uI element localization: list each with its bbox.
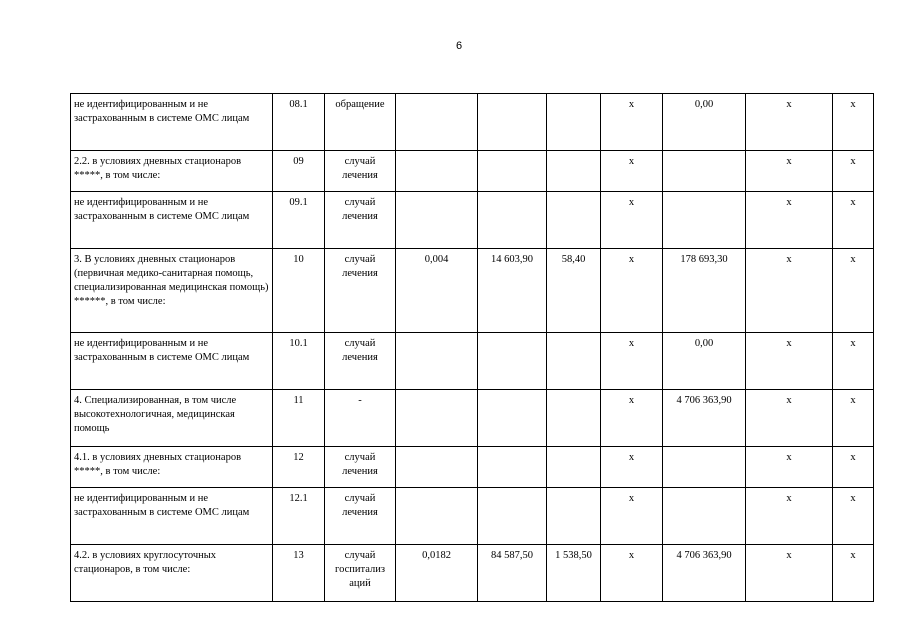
value-cell: х [601, 488, 663, 545]
value-cell: х [833, 488, 874, 545]
value-cell [663, 151, 746, 192]
value-cell: 4 706 363,90 [663, 545, 746, 602]
value-cell [396, 390, 478, 447]
value-cell: х [601, 333, 663, 390]
unit-cell: - [325, 390, 396, 447]
value-cell [663, 488, 746, 545]
value-cell [478, 390, 547, 447]
table-row [71, 545, 874, 602]
value-cell: х [833, 192, 874, 249]
unit-cell: случай лечения [325, 249, 396, 333]
value-cell: 4 706 363,90 [663, 390, 746, 447]
table-row [71, 333, 874, 390]
unit-cell: случай госпитализ аций [325, 545, 396, 602]
unit-cell: случай лечения [325, 151, 396, 192]
value-cell [478, 151, 547, 192]
value-cell: 0,00 [663, 94, 746, 151]
value-cell: 178 693,30 [663, 249, 746, 333]
value-cell: 58,40 [547, 249, 601, 333]
row-code-cell: 10.1 [273, 333, 325, 390]
value-cell [547, 333, 601, 390]
value-cell: 0,00 [663, 333, 746, 390]
unit-cell: случай лечения [325, 488, 396, 545]
value-cell [478, 447, 547, 488]
value-cell: 0,004 [396, 249, 478, 333]
value-cell [478, 94, 547, 151]
value-cell [396, 94, 478, 151]
row-name-cell: 2.2. в условиях дневных стационаров *****, в том числе: [71, 151, 273, 192]
value-cell: х [833, 151, 874, 192]
value-cell: х [601, 447, 663, 488]
value-cell [547, 94, 601, 151]
row-name-cell: 4.2. в условиях круглосуточных стационаров, в том числе: [71, 545, 273, 602]
table-row [71, 249, 874, 333]
value-cell [547, 390, 601, 447]
unit-cell: случай лечения [325, 447, 396, 488]
data-table [70, 93, 874, 602]
value-cell: х [746, 545, 833, 602]
row-name-cell: не идентифицированным и не застрахованным в системе ОМС лицам [71, 488, 273, 545]
value-cell [396, 333, 478, 390]
value-cell [396, 151, 478, 192]
value-cell: х [833, 390, 874, 447]
value-cell [478, 192, 547, 249]
value-cell: х [746, 488, 833, 545]
value-cell: х [601, 249, 663, 333]
row-name-cell: 3. В условиях дневных стационаров (первичная медико-санитарная помощь, специализированная медицинская помощь) ******, в том числе: [71, 249, 273, 333]
value-cell: х [833, 545, 874, 602]
row-name-cell: 4.1. в условиях дневных стационаров *****, в том числе: [71, 447, 273, 488]
value-cell: 1 538,50 [547, 545, 601, 602]
value-cell [396, 192, 478, 249]
value-cell [547, 192, 601, 249]
row-code-cell: 09 [273, 151, 325, 192]
value-cell: х [746, 390, 833, 447]
value-cell [396, 488, 478, 545]
value-cell: 84 587,50 [478, 545, 547, 602]
row-code-cell: 09.1 [273, 192, 325, 249]
table-row [71, 390, 874, 447]
value-cell: 0,0182 [396, 545, 478, 602]
value-cell: х [746, 94, 833, 151]
unit-cell: обращение [325, 94, 396, 151]
unit-cell: случай лечения [325, 333, 396, 390]
value-cell: х [601, 94, 663, 151]
value-cell: х [601, 192, 663, 249]
value-cell: х [746, 249, 833, 333]
table-row [71, 447, 874, 488]
table-row [71, 94, 874, 151]
value-cell [396, 447, 478, 488]
row-name-cell: не идентифицированным и не застрахованным в системе ОМС лицам [71, 94, 273, 151]
table-row [71, 151, 874, 192]
value-cell [547, 151, 601, 192]
row-code-cell: 13 [273, 545, 325, 602]
value-cell [663, 192, 746, 249]
value-cell [547, 447, 601, 488]
row-code-cell: 10 [273, 249, 325, 333]
row-code-cell: 11 [273, 390, 325, 447]
value-cell: х [833, 333, 874, 390]
row-code-cell: 12 [273, 447, 325, 488]
page-number: 6 [455, 40, 463, 52]
value-cell: х [833, 447, 874, 488]
value-cell [663, 447, 746, 488]
row-name-cell: не идентифицированным и не застрахованным в системе ОМС лицам [71, 192, 273, 249]
table-row [71, 488, 874, 545]
unit-cell: случай лечения [325, 192, 396, 249]
value-cell [478, 488, 547, 545]
value-cell: х [601, 151, 663, 192]
row-code-cell: 08.1 [273, 94, 325, 151]
value-cell: х [746, 192, 833, 249]
value-cell: х [833, 94, 874, 151]
value-cell: х [746, 151, 833, 192]
row-code-cell: 12.1 [273, 488, 325, 545]
value-cell: х [601, 390, 663, 447]
value-cell: х [746, 333, 833, 390]
row-name-cell: не идентифицированным и не застрахованным в системе ОМС лицам [71, 333, 273, 390]
value-cell: х [833, 249, 874, 333]
value-cell: 14 603,90 [478, 249, 547, 333]
value-cell [547, 488, 601, 545]
value-cell [478, 333, 547, 390]
table-row [71, 192, 874, 249]
value-cell: х [601, 545, 663, 602]
row-name-cell: 4. Специализированная, в том числе высокотехнологичная, медицинская помощь [71, 390, 273, 447]
value-cell: х [746, 447, 833, 488]
